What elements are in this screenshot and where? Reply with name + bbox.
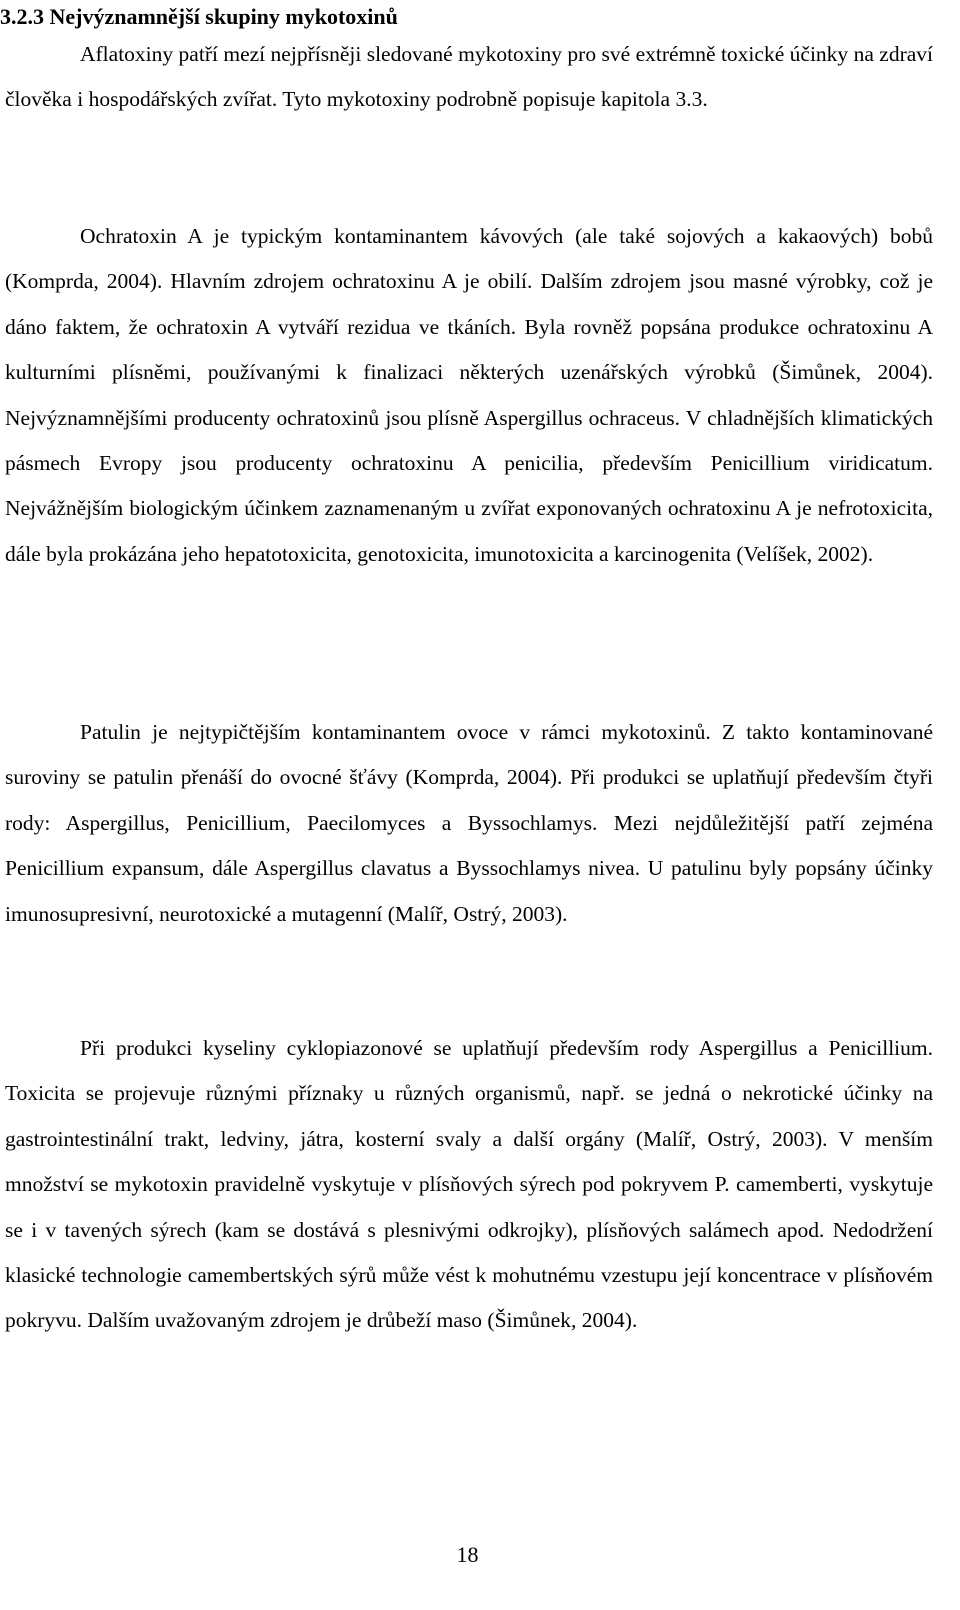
section-heading: 3.2.3 Nejvýznamnější skupiny mykotoxinů — [0, 4, 398, 29]
page-number: 18 — [456, 1542, 479, 1567]
paragraph-patulin: Patulin je nejtypičtějším kontaminantem ovoce v rámci mykotoxinů. Z takto kontaminované suroviny se patulin přenáší do ovocné šťávy (Komprda, 2004). Při produkci se uplatňují především čtyři rody: Aspergillus, Penicillium, Paecilomyces a Byssochlamys. Mezi nejdůležitější patří zejména Penicillium expansum, dále Aspergillus clavatus a Byssochlamys nivea. U patulinu byly popsány účinky imunosupresivní, neurotoxické a mutagenní (Malíř, Ostrý, 2003). — [5, 720, 933, 926]
paragraph-ochratoxin: Ochratoxin A je typickým kontaminantem kávových (ale také sojových a kakaových) bobů (Komprda, 2004). Hlavním zdrojem ochratoxinu A je obilí. Dalším zdrojem jsou masné výrobky, což je dáno faktem, že ochratoxin A vytváří rezidua ve tkáních. Byla rovněž popsána produkce ochratoxinu A kulturními plísněmi, používanými k finalizaci některých uzenářských výrobků (Šimůnek, 2004). Nejvýznamnějšími producenty ochratoxinů jsou plísně Aspergillus ochraceus. V chladnějších klimatických pásmech Evropy jsou producenty ochratoxinu A penicilia, především Penicillium viridicatum. Nejvážnějším biologickým účinkem zaznamenaným u zvířat exponovaných ochratoxinu A je nefrotoxicita, dále byla prokázána jeho hepatotoxicita, genotoxicita, imunotoxicita a karcinogenita (Velíšek, 2002). — [5, 224, 933, 566]
paragraph-cyclopiazonic-acid: Při produkci kyseliny cyklopiazonové se uplatňují především rody Aspergillus a Penicillium. Toxicita se projevuje různými příznaky u různých organismů, např. se jedná o nekrotické účinky na gastrointestinální trakt, ledviny, játra, kosterní svaly a další orgány (Malíř, Ostrý, 2003). V menším množství se mykotoxin pravidelně vyskytuje v plísňových sýrech pod pokryvem P. camemberti, vyskytuje se i v tavených sýrech (kam se dostává s plesnivými odkrojky), plísňových salámech apod. Nedodržení klasické technologie camembertských sýrů může vést k mohutnému vzestupu její koncentrace v plísňovém pokryvu. Dalším uvažovaným zdrojem je drůbeží maso (Šimůnek, 2004). — [5, 1036, 933, 1333]
paragraph-aflatoxins: Aflatoxiny patří mezí nejpřísněji sledované mykotoxiny pro své extrémně toxické účinky na zdraví člověka i hospodářských zvířat. Tyto mykotoxiny podrobně popisuje kapitola 3.3. — [5, 42, 933, 112]
